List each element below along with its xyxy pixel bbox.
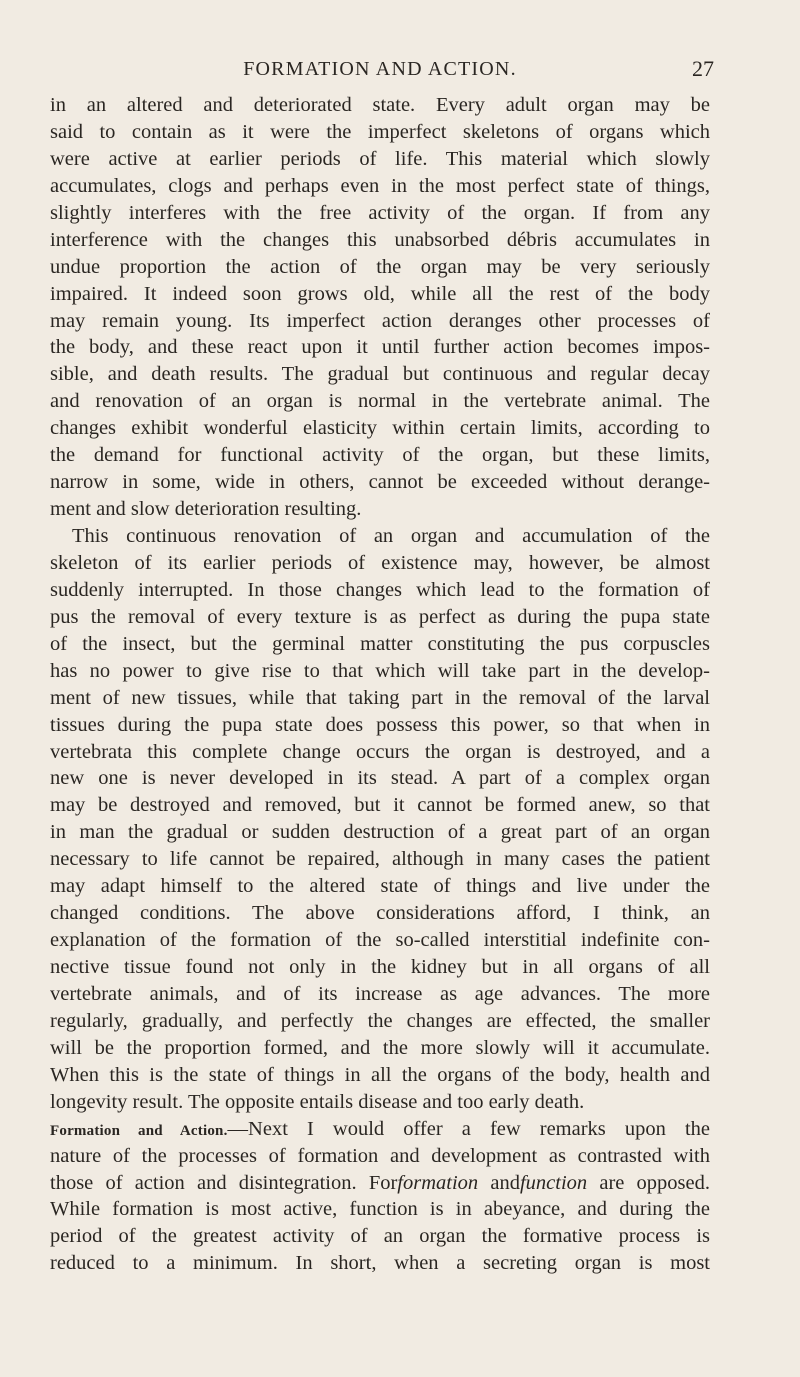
text-line: vertebrate animals, and of its increase as age advances. The more — [50, 982, 710, 1005]
text-line: changed conditions. The above considerations afford, I think, an — [50, 902, 710, 925]
text-line: This continuous renovation of an organ and accumulation of the — [72, 525, 710, 547]
text-line: regularly, gradually, and perfectly the changes are effected, the smaller — [50, 1009, 710, 1032]
text-line: ment of new tissues, while that taking part in the removal of the larval — [50, 686, 710, 709]
sidehead-line — [50, 1116, 710, 1143]
text-line: has no power to give rise to that which will take part in the develop- — [50, 659, 710, 682]
text-line: changes exhibit wonderful elasticity within certain limits, according to — [50, 417, 710, 440]
text-line: period of the greatest activity of an organ the formative process is — [50, 1225, 710, 1248]
italic-function: function — [519, 1171, 588, 1194]
text-line: nature of the processes of formation and development as contrasted with — [50, 1144, 710, 1167]
text-line: of the insect, but the germinal matter constituting the pus corpuscles — [50, 632, 710, 655]
text-line: vertebrata this complete change occurs the organ is destroyed, and a — [50, 740, 710, 763]
text-line: skeleton of its earlier periods of existence may, however, be almost — [50, 551, 710, 574]
running-head: FORMATION AND ACTION. — [243, 58, 517, 80]
text-line: the demand for functional activity of the organ, but these limits, — [50, 444, 710, 467]
page-header — [50, 56, 714, 84]
text-line: pus the removal of every texture is as perfect as during the pupa state — [50, 605, 710, 628]
text-line: ment and slow deterioration resulting. — [50, 498, 362, 521]
text-line: in an altered and deteriorated state. Every adult organ may be — [50, 94, 710, 116]
text-line: suddenly interrupted. In those changes which lead to the formation of — [50, 578, 710, 601]
text-line: tissues during the pupa state does possess this power, so that when in — [50, 713, 710, 736]
italic-formation: formation — [397, 1171, 479, 1194]
mixed-pre: For — [368, 1171, 398, 1194]
text-line: nective tissue found not only in the kidney but in all organs of all — [50, 956, 710, 978]
text-line: explanation of the formation of the so-called interstitial indefinite con- — [50, 929, 710, 952]
text-line: will be the proportion formed, and the more slowly will it accumulate. — [50, 1036, 710, 1059]
text-line: said to contain as it were the imperfect skeletons of organs which — [50, 120, 710, 143]
mixed-text-line — [50, 1170, 710, 1197]
text-line: may be destroyed and removed, but it cannot be formed anew, so that — [50, 794, 710, 817]
body-text — [50, 92, 710, 1277]
text-line: and renovation of an organ is normal in the vertebrate animal. The — [50, 390, 710, 413]
page-number: 27 — [692, 56, 714, 81]
text-line: in man the gradual or sudden destruction of a great part of an organ — [50, 821, 710, 844]
text-line: slightly interferes with the free activity of the organ. If from any — [50, 201, 710, 224]
text-line: longevity result. The opposite entails disease and too early death. — [50, 1090, 585, 1113]
text-line: When this is the state of things in all the organs of the body, health and — [50, 1063, 710, 1086]
text-line: accumulates, clogs and perhaps even in the most perfect state of things, — [50, 174, 710, 197]
text-line: were active at earlier periods of life. This material which slowly — [50, 147, 710, 170]
text-line: the body, and these react upon it until further action becomes impos- — [50, 336, 710, 359]
text-line: impaired. It indeed soon grows old, while all the rest of the body — [50, 282, 710, 305]
text-line: narrow in some, wide in others, cannot be exceeded without derange- — [50, 471, 710, 494]
mixed-post: are opposed. — [599, 1171, 711, 1194]
text-line: may remain young. Its imperfect action deranges other processes of — [50, 309, 710, 332]
text-line: may adapt himself to the altered state of things and live under the — [50, 875, 710, 898]
line-start-text: those of action and disintegration. — [50, 1171, 357, 1194]
text-line: reduced to a minimum. In short, when a secreting organ is most — [50, 1252, 710, 1275]
text-line: undue proportion the action of the organ may be very seriously — [50, 255, 710, 278]
text-line: necessary to life cannot be repaired, although in many cases the patient — [50, 848, 710, 871]
text-line: sible, and death results. The gradual but continuous and regular decay — [50, 363, 710, 386]
text-line: new one is never developed in its stead. A part of a complex organ — [50, 767, 710, 790]
sidehead-label: Formation and Action. — [50, 1122, 228, 1139]
mixed-mid: and — [490, 1171, 520, 1194]
text-line: interference with the changes this unabsorbed débris accumulates in — [50, 228, 710, 251]
text-line: While formation is most active, function is in abeyance, and during the — [50, 1198, 710, 1221]
sidehead-text: —Next I would offer a few remarks upon the — [227, 1117, 710, 1140]
